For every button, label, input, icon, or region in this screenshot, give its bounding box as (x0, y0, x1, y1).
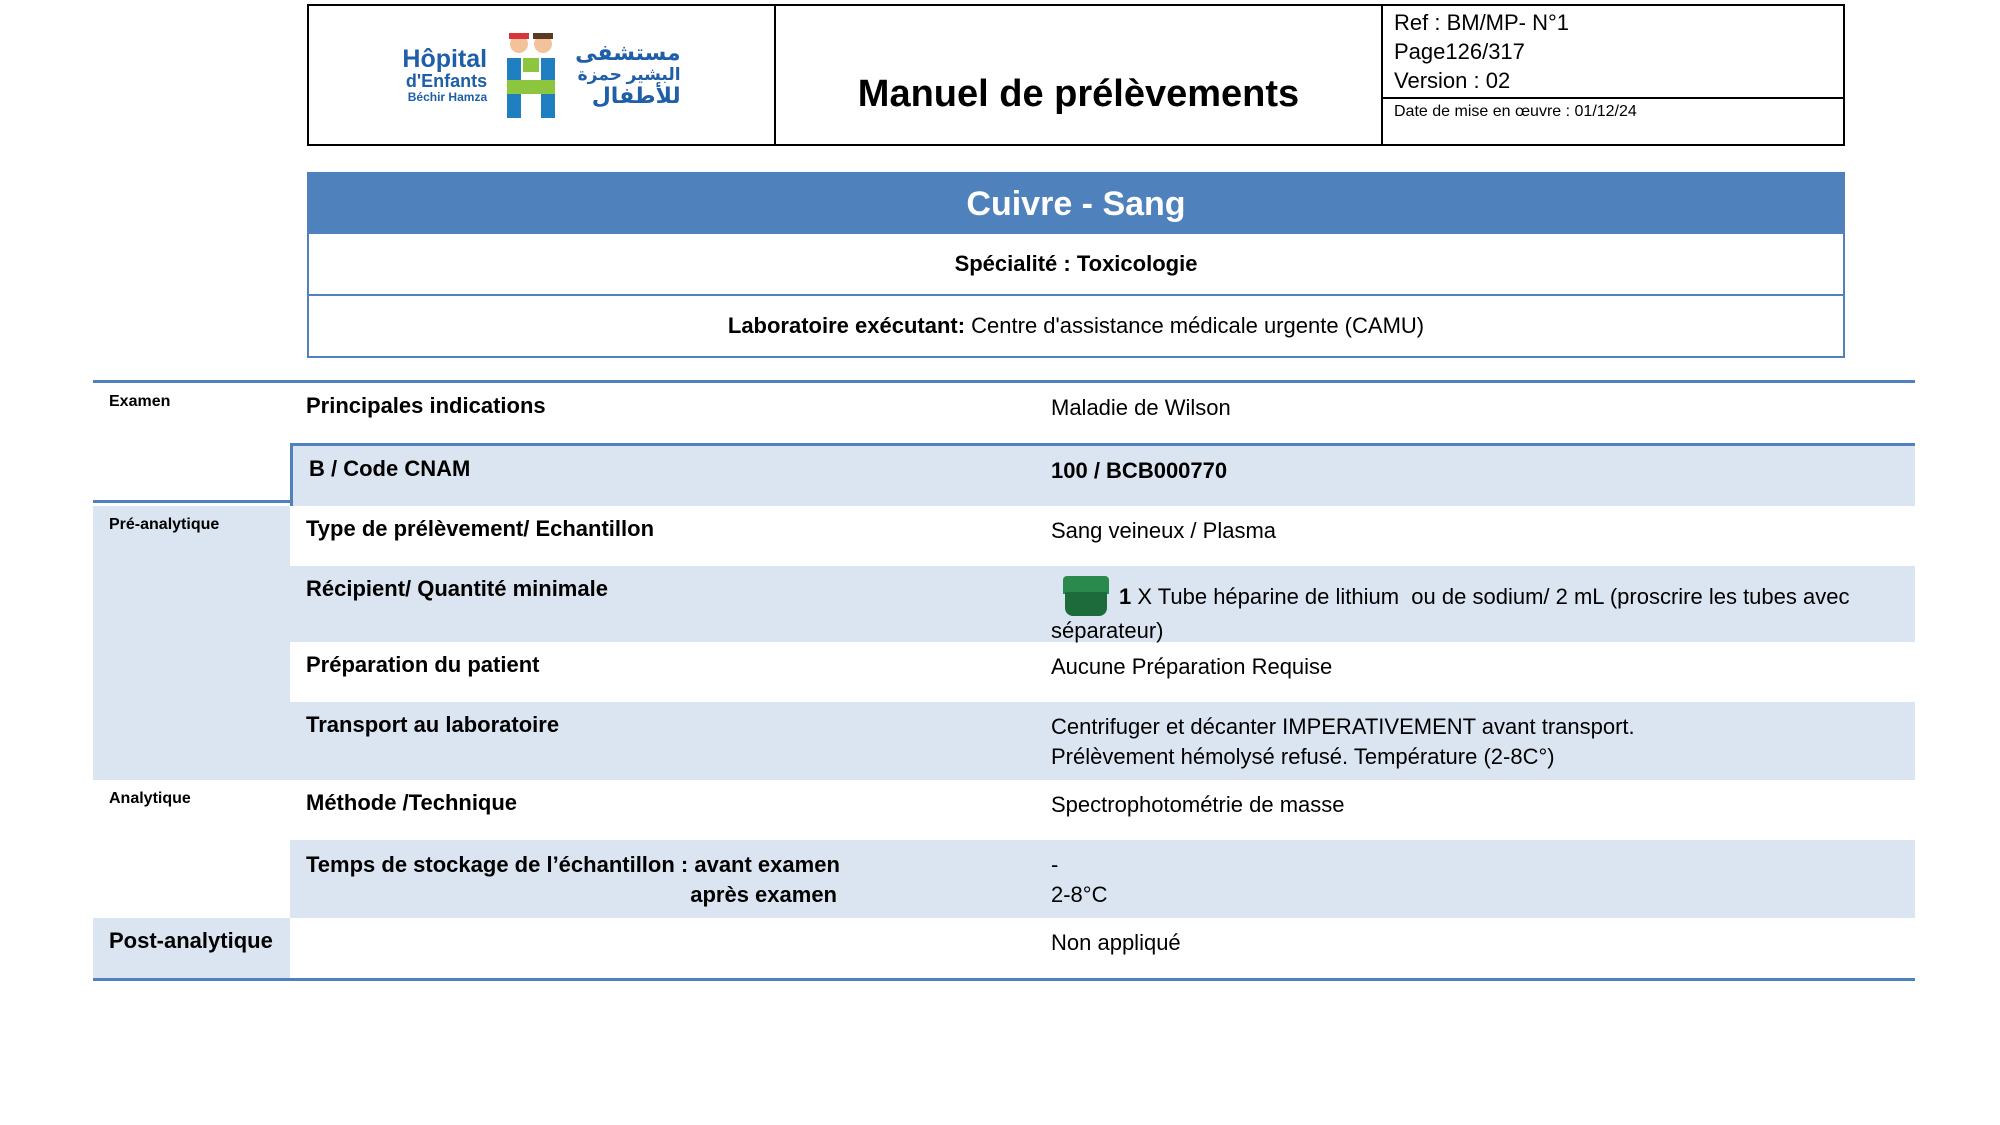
indications-value: Maladie de Wilson (1051, 395, 1231, 420)
laboratoire-label: Laboratoire exécutant: (727, 313, 966, 338)
logo-ar-line1: مستشفى (575, 40, 681, 66)
prep-label: Préparation du patient (306, 652, 540, 677)
exam-details-table (93, 380, 1915, 981)
table-row (290, 383, 1915, 443)
hospital-logo-icon (501, 30, 561, 120)
logo-ar-line3: للأطفال (591, 83, 681, 109)
stockage-value-line2: 2-8°C (1051, 882, 1108, 907)
hospital-logo (309, 6, 776, 144)
section-analytique: Analytique (109, 790, 191, 807)
pre-analytique-rows (290, 506, 1915, 780)
green-tube-icon (1063, 576, 1109, 616)
recipient-label: Récipient/ Quantité minimale (306, 576, 608, 601)
logo-fr-line1: Hôpital (402, 45, 488, 74)
specialite-row (309, 234, 1843, 294)
table-row (290, 642, 1915, 702)
specialite-label: Spécialité : Toxicologie (954, 251, 1198, 276)
transport-value (1051, 702, 1915, 780)
post-analytique-value: Non appliqué (1051, 930, 1181, 955)
code-value: 100 / BCB000770 (1051, 458, 1228, 483)
transport-line1: Centrifuger et décanter IMPERATIVEMENT avant transport. (1051, 714, 1635, 739)
post-analytique-label (290, 918, 1051, 978)
document-header (307, 4, 1845, 146)
examen-group (93, 383, 1915, 506)
post-analytique-row (93, 918, 1915, 978)
prep-value: Aucune Préparation Requise (1051, 654, 1333, 679)
laboratoire-row (309, 294, 1843, 356)
recipient-qty: 1 (1119, 584, 1132, 609)
exam-banner (307, 172, 1845, 358)
logo-french-text (402, 46, 487, 104)
indications-label: Principales indications (306, 393, 546, 418)
code-label: B / Code CNAM (309, 456, 471, 481)
stockage-label-line1: Temps de stockage de l’échantillon : avant examen (306, 852, 840, 877)
manual-title: Manuel de prélèvements (857, 73, 1300, 115)
document-page: Page126/317 (1394, 39, 1525, 64)
stockage-value-line1: - (1051, 852, 1059, 877)
pre-analytique-group (93, 506, 1915, 780)
stockage-label-line2: après examen (690, 882, 837, 907)
logo-arabic-text (575, 41, 680, 108)
stockage-label (290, 840, 1051, 918)
document-ref-block (1383, 6, 1843, 99)
exam-title: Cuivre - Sang (309, 174, 1843, 234)
table-row (290, 840, 1915, 918)
examen-rows (290, 383, 1915, 506)
section-examen: Examen (93, 383, 290, 503)
table-row (290, 702, 1915, 780)
table-row (290, 566, 1915, 642)
transport-line2: Prélèvement hémolysé refusé. Température (2-8C°) (1051, 744, 1555, 769)
analytique-rows (290, 780, 1915, 918)
methode-value: Spectrophotométrie de masse (1051, 792, 1345, 817)
section-pre-analytique: Pré-analytique (93, 506, 290, 780)
recipient-value-cell (1051, 566, 1915, 642)
type-label: Type de prélèvement/ Echantillon (306, 516, 655, 541)
logo-ar-line2: البشير حمزة (577, 64, 681, 84)
recipient-value: X Tube héparine de lithium ou de sodium/ 2 mL (proscrire les tubes avec séparateur) (1051, 584, 1856, 643)
analytique-group (93, 780, 1915, 918)
section-post-analytique: Post-analytique (93, 918, 290, 978)
logo-fr-line3: Béchir Hamza (407, 90, 488, 105)
transport-label: Transport au laboratoire (306, 712, 560, 737)
table-row (290, 506, 1915, 566)
document-version: Version : 02 (1394, 68, 1511, 93)
table-row (290, 780, 1915, 840)
document-date: Date de mise en œuvre : 01/12/24 (1394, 103, 1637, 120)
stockage-value (1051, 840, 1915, 918)
manual-title-cell (776, 6, 1383, 144)
laboratoire-value: Centre d'assistance médicale urgente (CAMU) (965, 313, 1425, 338)
methode-label: Méthode /Technique (306, 790, 518, 815)
logo-fr-line2: d'Enfants (405, 71, 488, 92)
table-row (290, 443, 1915, 506)
document-meta (1383, 6, 1843, 144)
document-ref: Ref : BM/MP- N°1 (1394, 10, 1570, 35)
type-value: Sang veineux / Plasma (1051, 518, 1277, 543)
